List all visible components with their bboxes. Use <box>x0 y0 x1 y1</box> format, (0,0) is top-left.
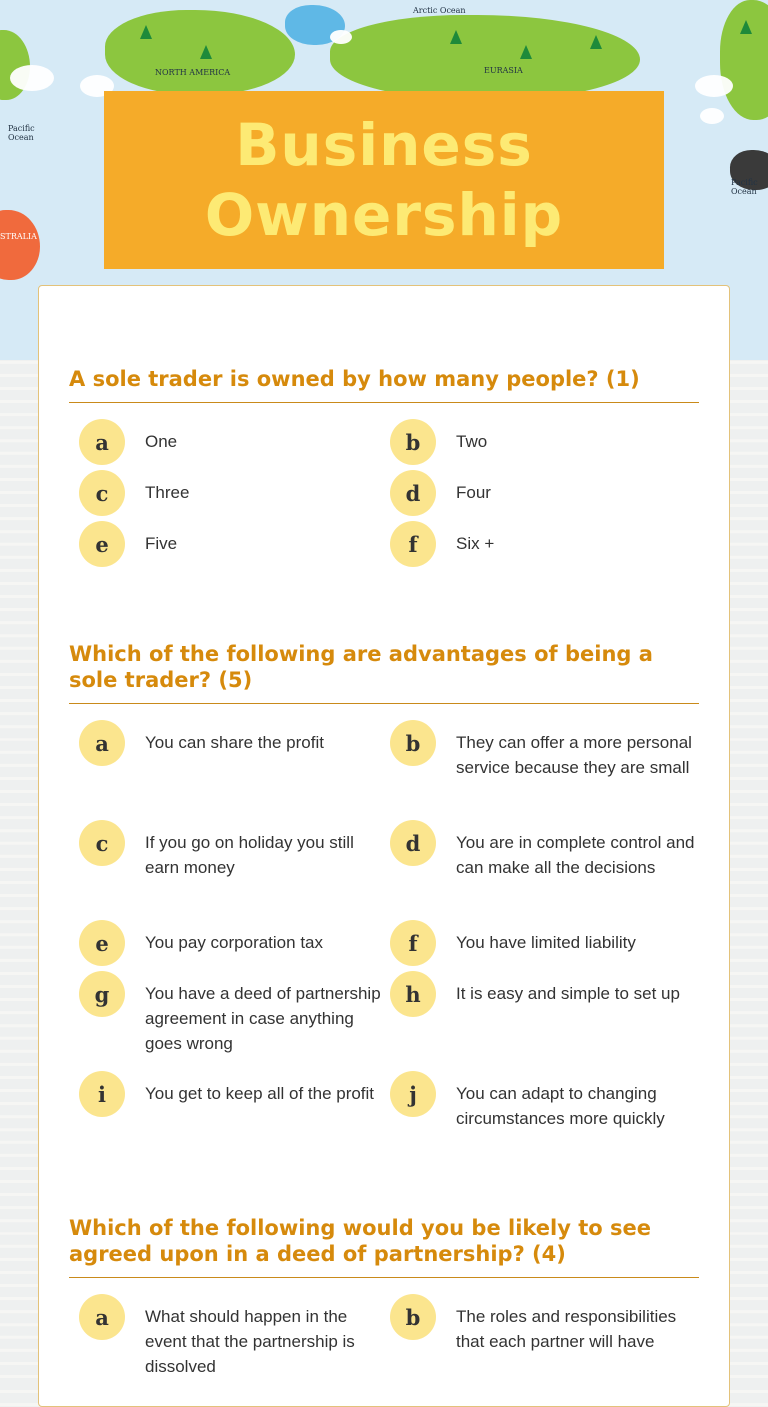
option-text: If you go on holiday you still earn money <box>145 833 354 877</box>
option-text: They can offer a more personal service because they are small <box>456 733 692 777</box>
question-title: A sole trader is owned by how many people? (1) <box>69 366 699 403</box>
map-label-arctic: Arctic Ocean <box>413 6 466 15</box>
option-text: Five <box>145 534 178 553</box>
east-land-shape <box>720 0 768 120</box>
option-letter-badge: j <box>390 1071 436 1117</box>
option-letter-badge: e <box>79 920 125 966</box>
option-letter-badge: b <box>390 720 436 766</box>
option-letter-badge: b <box>390 1294 436 1340</box>
option-text: Three <box>145 483 190 502</box>
map-label-north-america: NORTH AMERICA <box>155 68 231 77</box>
option-text: One <box>145 432 178 451</box>
option-letter-badge: f <box>390 920 436 966</box>
option-letter-badge: d <box>390 820 436 866</box>
option-text: The roles and responsibilities that each partner will have <box>456 1307 677 1351</box>
cloud <box>330 30 352 44</box>
option-letter-badge: a <box>79 720 125 766</box>
option-text: You have limited liability <box>456 933 636 952</box>
map-label-eurasia: EURASIA <box>484 66 523 75</box>
question-title: Which of the following would you be likely to see agreed upon in a deed of partnership? (4) <box>69 1215 699 1278</box>
page-title: Business Ownership <box>204 111 564 249</box>
question-1 <box>69 366 699 557</box>
option-text: Two <box>456 432 488 451</box>
option-letter-badge: c <box>79 470 125 516</box>
eurasia-shape <box>330 15 640 100</box>
cloud <box>700 108 724 124</box>
map-label-pacific-left: Pacific Ocean <box>8 124 35 142</box>
option-letter-badge: e <box>79 521 125 567</box>
cloud <box>695 75 733 97</box>
australia-shape <box>0 210 40 280</box>
option-letter-badge: f <box>390 521 436 567</box>
option-text: What should happen in the event that the partnership is dissolved <box>145 1307 355 1376</box>
tree <box>200 45 212 59</box>
question-3 <box>69 1215 699 1376</box>
option-text: Six + <box>456 534 495 553</box>
title-banner <box>104 91 664 269</box>
option-text: Four <box>456 483 491 502</box>
tree <box>450 30 462 44</box>
option-text: You can share the profit <box>145 733 324 752</box>
option-letter-badge: h <box>390 971 436 1017</box>
option-letter-badge: c <box>79 820 125 866</box>
map-label-australia: STRALIA <box>0 232 37 241</box>
option-letter-badge: a <box>79 1294 125 1340</box>
option-text: You pay corporation tax <box>145 933 323 952</box>
tree <box>140 25 152 39</box>
cloud <box>10 65 54 91</box>
option-text: It is easy and simple to set up <box>456 984 680 1003</box>
map-label-pacific-right: Pacific Ocean <box>731 178 758 196</box>
tree <box>740 20 752 34</box>
option-letter-badge: i <box>79 1071 125 1117</box>
option-letter-badge: b <box>390 419 436 465</box>
question-title: Which of the following are advantages of being a sole trader? (5) <box>69 641 699 704</box>
option-letter-badge: d <box>390 470 436 516</box>
worksheet-card <box>38 285 730 1407</box>
question-2 <box>69 641 699 1128</box>
tree <box>520 45 532 59</box>
tree <box>590 35 602 49</box>
option-text: You are in complete control and can make all the decisions <box>456 833 695 877</box>
option-text: You can adapt to changing circumstances more quickly <box>456 1084 665 1128</box>
option-letter-badge: g <box>79 971 125 1017</box>
option-letter-badge: a <box>79 419 125 465</box>
option-text: You have a deed of partnership agreement in case anything goes wrong <box>145 984 381 1053</box>
option-text: You get to keep all of the profit <box>145 1084 375 1103</box>
